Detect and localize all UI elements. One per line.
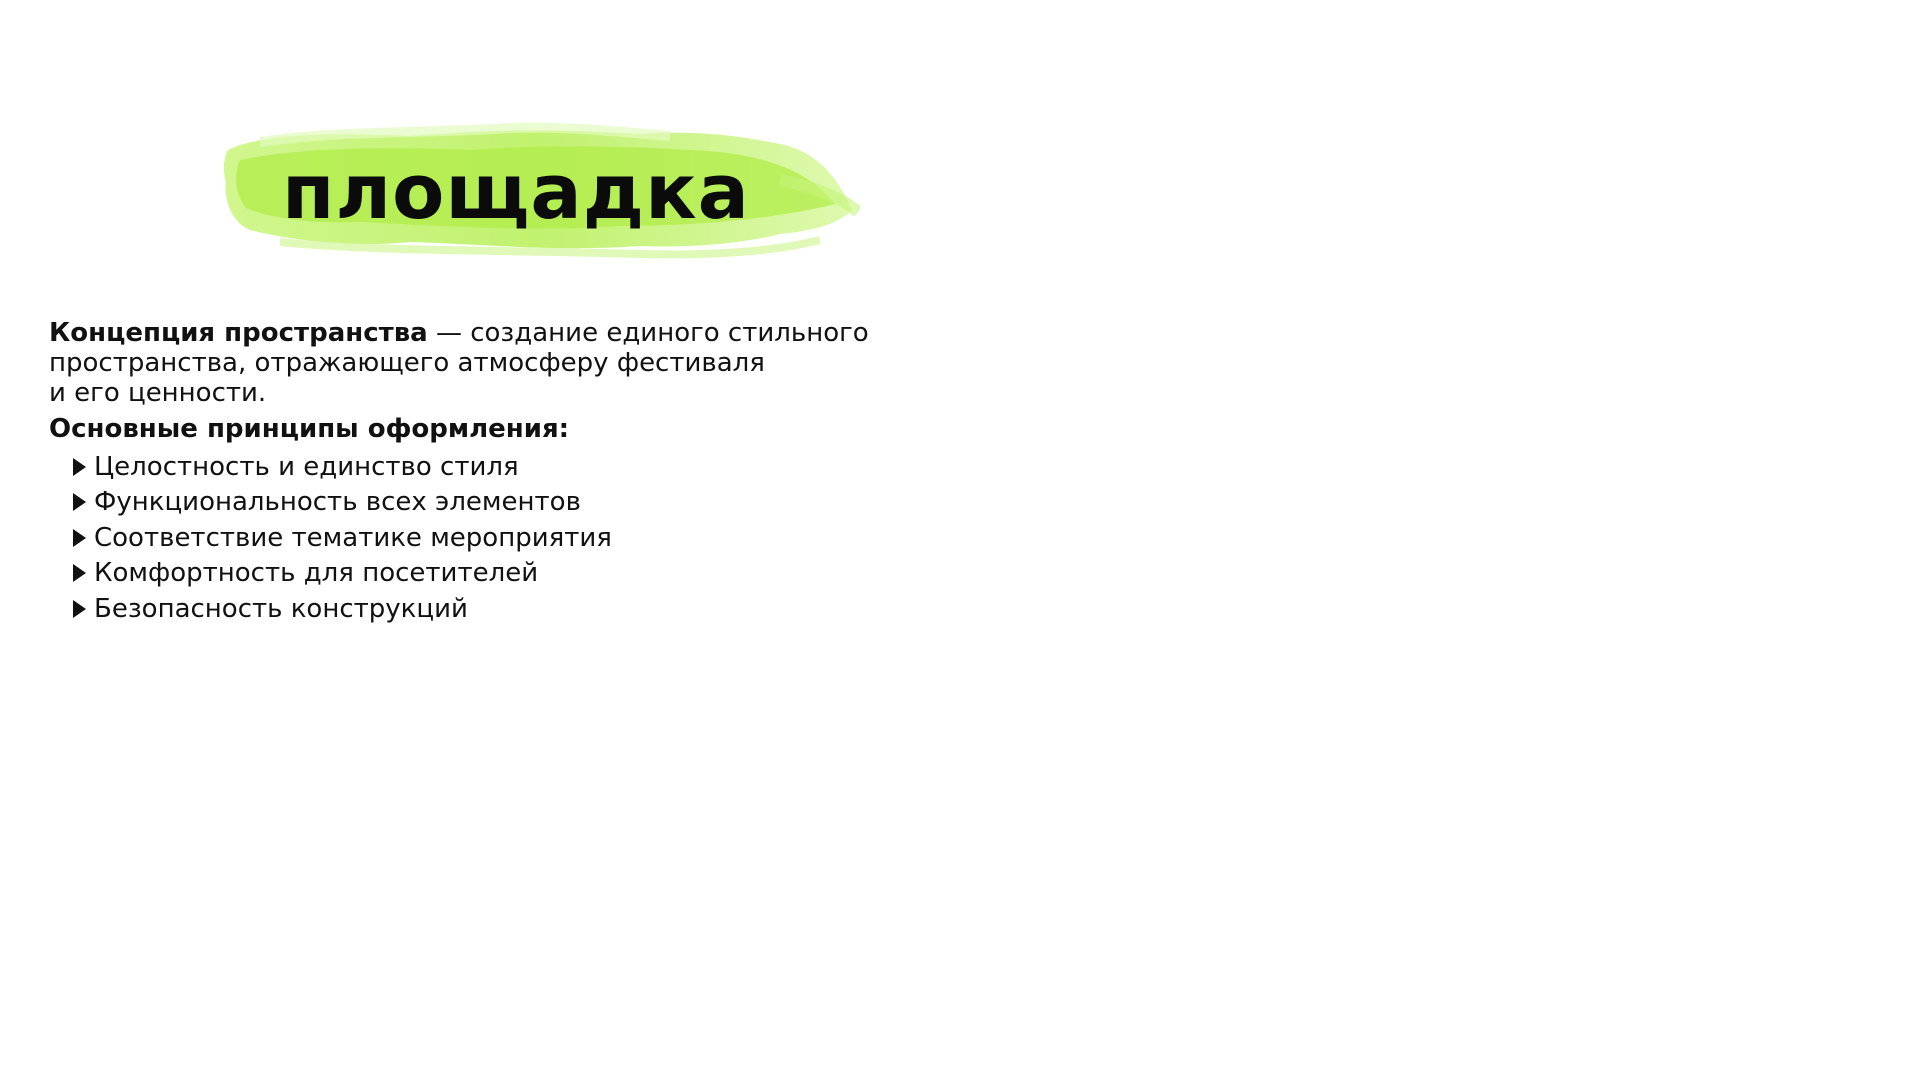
list-item-label: Безопасность конструкций (94, 593, 468, 624)
concept-lead: Концепция пространства (49, 318, 428, 348)
list-item (73, 485, 1049, 521)
principles-heading: Основные принципы оформления: (49, 414, 570, 444)
triangle-right-icon (73, 529, 86, 547)
triangle-right-icon (73, 600, 86, 618)
list-item (73, 591, 1049, 627)
list-item (73, 520, 1049, 556)
list-item-label: Комфортность для посетителей (94, 558, 539, 589)
list-item (73, 556, 1049, 592)
concept-line1-rest: — создание единого стильного (427, 318, 869, 348)
slide-body (49, 318, 1049, 627)
triangle-right-icon (73, 458, 86, 476)
triangle-right-icon (73, 564, 86, 582)
list-item-label: Соответствие тематике мероприятия (94, 522, 612, 553)
concept-paragraph (49, 318, 1049, 408)
principles-list (49, 449, 1049, 627)
list-item (73, 449, 1049, 485)
concept-line2: пространства, отражающего атмосферу фестиваля (49, 348, 765, 378)
concept-line3: и его ценности. (49, 378, 267, 408)
list-item-label: Целостность и единство стиля (94, 451, 519, 482)
title-block (220, 122, 860, 267)
slide-title: площадка (282, 147, 750, 236)
list-item-label: Функциональность всех элементов (94, 487, 581, 518)
triangle-right-icon (73, 493, 86, 511)
